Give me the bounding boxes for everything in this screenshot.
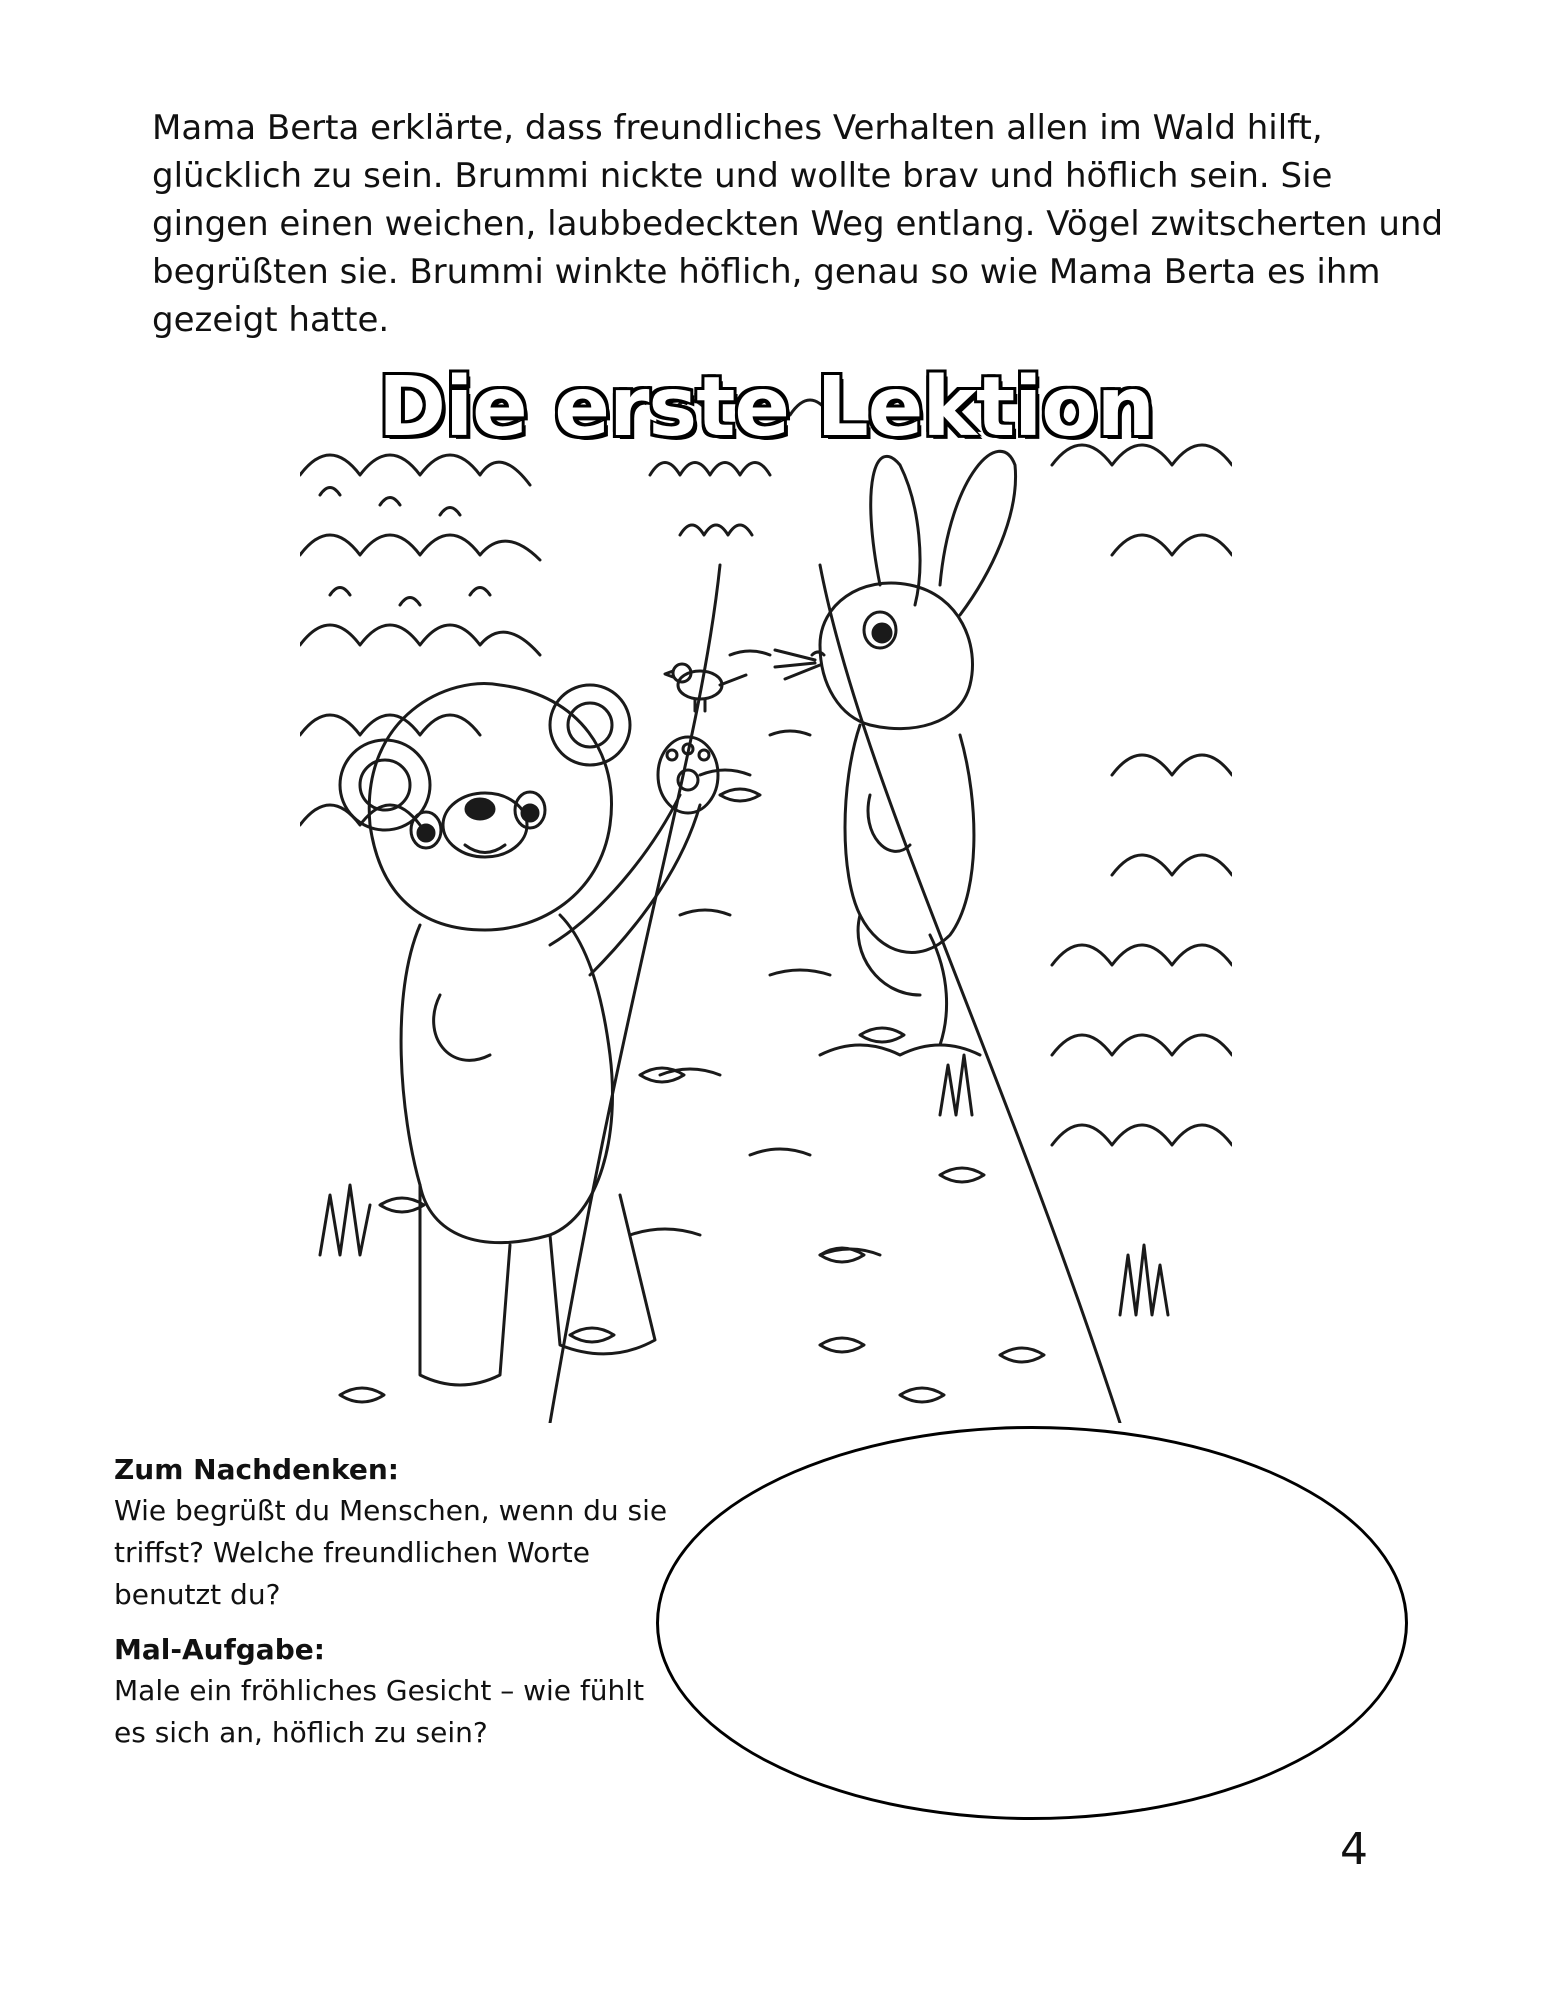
bush-right <box>1052 445 1232 1145</box>
story-paragraph: Mama Berta erklärte, dass freundliches Verhalten allen im Wald hilft, glücklich zu sein. Brummi nickte und wollte brav und höflich sein. Sie gingen einen weichen, laubbedeckten Weg entlang. Vögel zwitscherten und begrüßten sie. Brummi winkte höflich, genau so wie Mama Berta es ihm gezeigt hatte. <box>152 108 1444 340</box>
drawing-area-oval[interactable] <box>656 1426 1408 1820</box>
drawing-task-text: Male ein fröhliches Gesicht – wie fühlt es sich an, höflich zu sein? <box>114 1674 645 1749</box>
bush-left <box>300 455 540 825</box>
grass <box>320 1055 1168 1315</box>
leaves <box>340 789 1044 1402</box>
forest-path <box>550 565 1120 1423</box>
reflection-text: Wie begrüßt du Menschen, wenn du sie triffst? Welche freundlichen Worte benutzt du? <box>114 1494 668 1611</box>
page-number: 4 <box>1340 1824 1368 1875</box>
bear-illustration <box>340 684 718 1385</box>
drawing-task-heading: Mal-Aufgabe: <box>114 1633 325 1666</box>
coloring-illustration <box>300 355 1232 1423</box>
rabbit-illustration <box>775 451 1016 1055</box>
bird-illustration <box>665 664 746 711</box>
reflection-heading: Zum Nachdenken: <box>114 1453 399 1486</box>
illustration-title: Die erste Lektion <box>378 360 1154 455</box>
